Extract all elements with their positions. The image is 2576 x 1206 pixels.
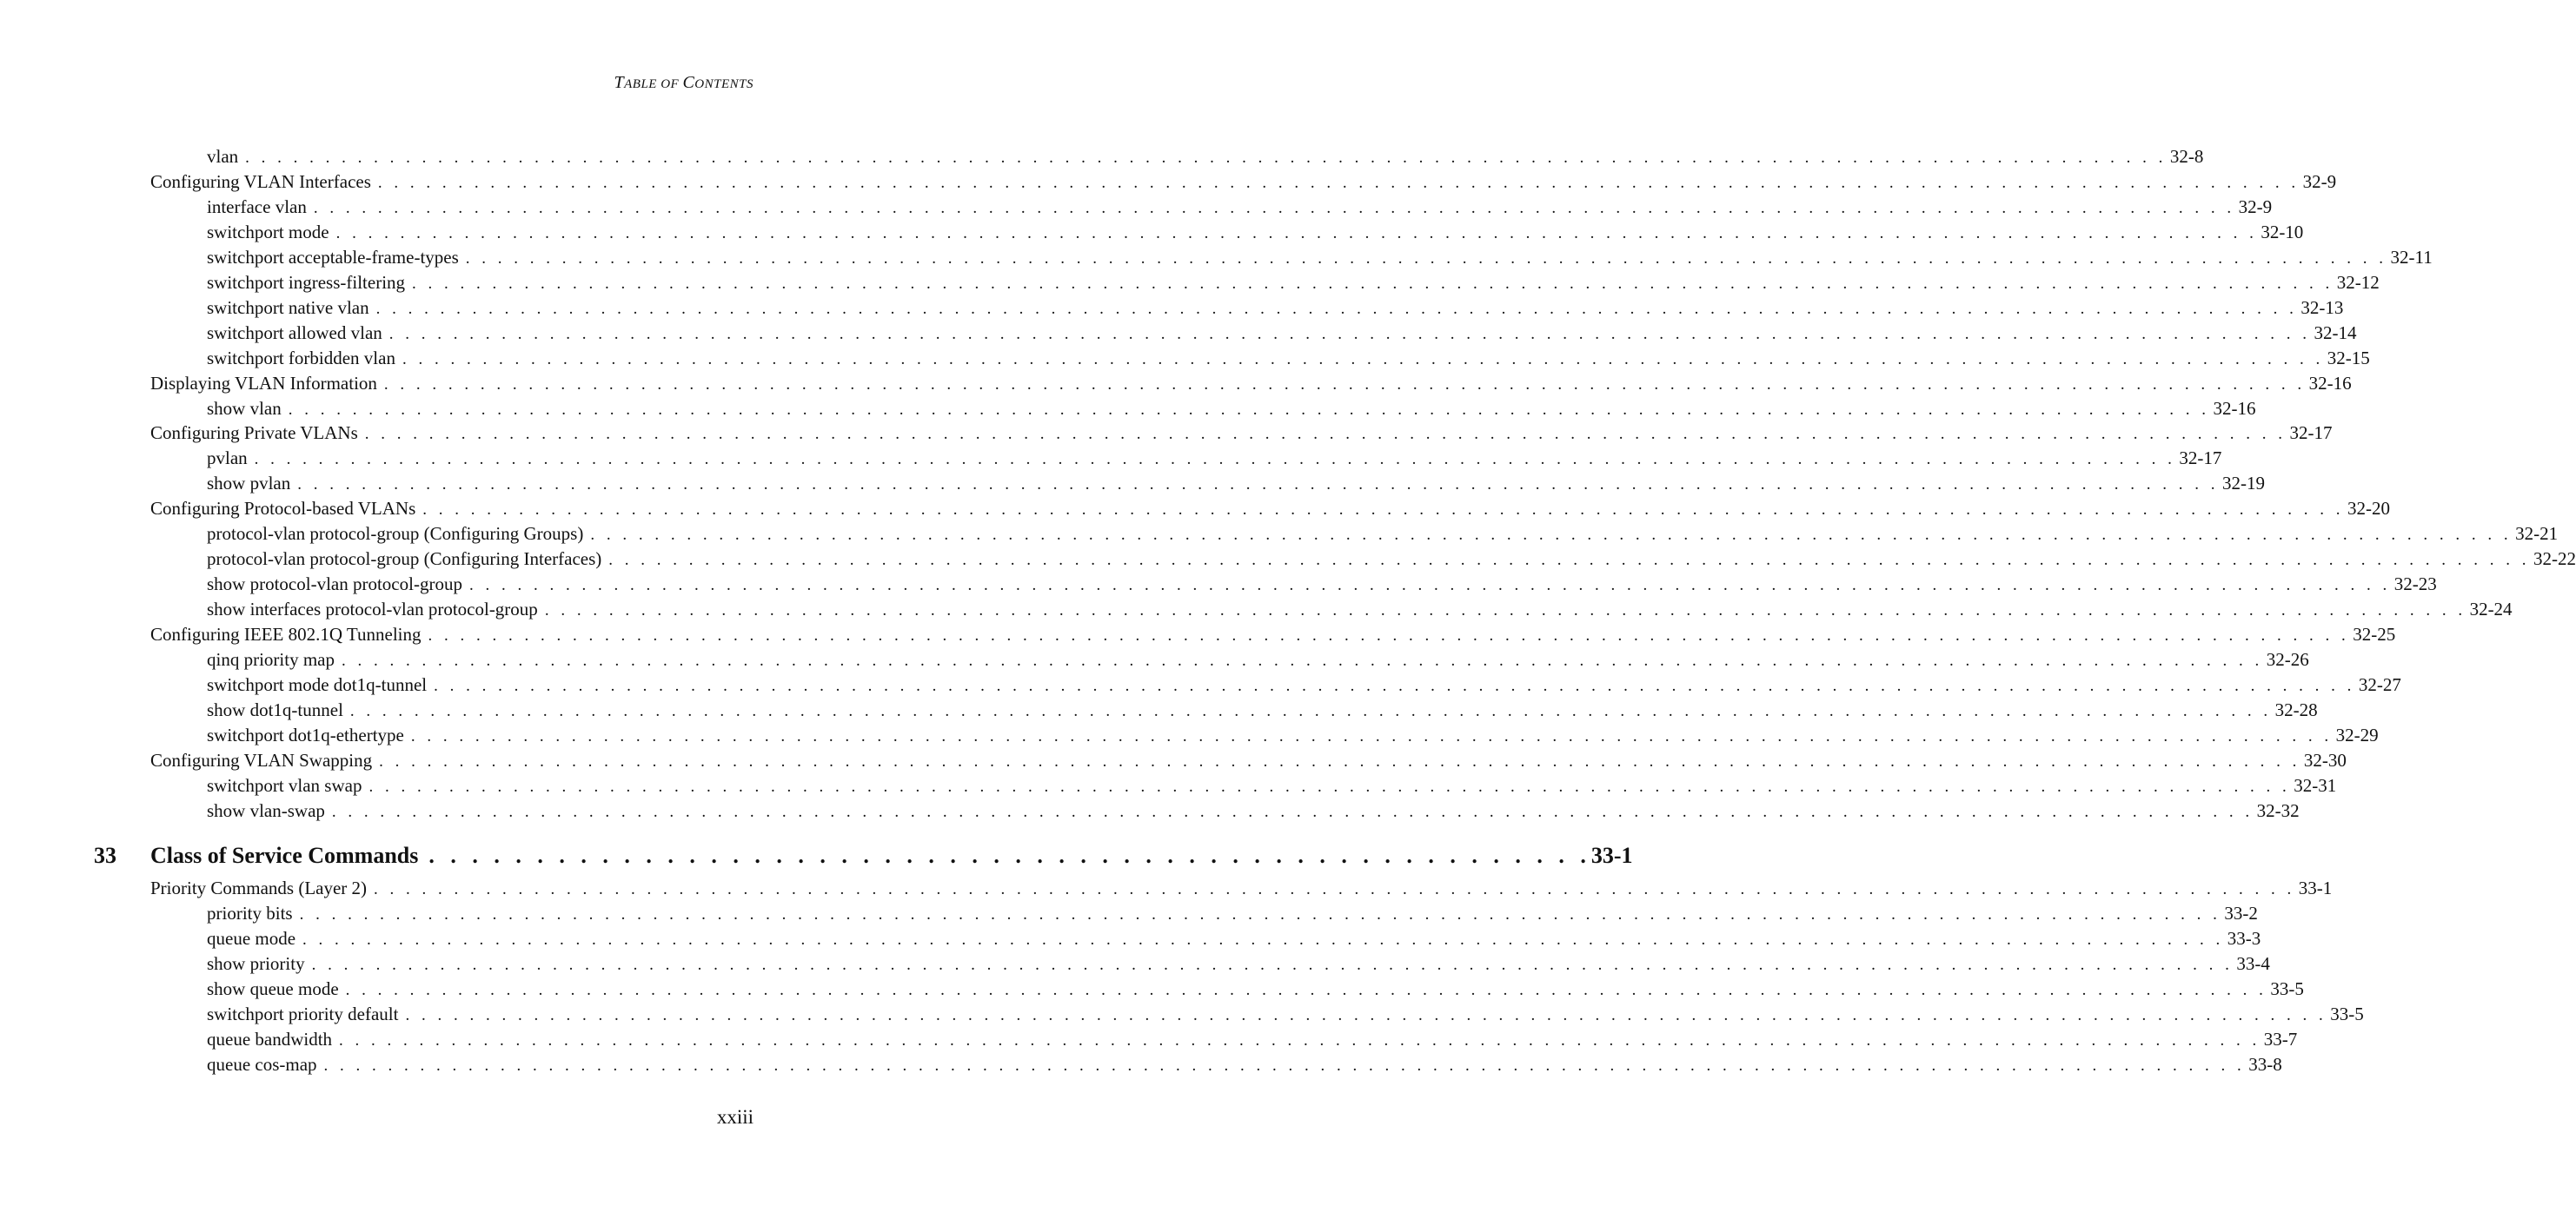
toc-entry-label: Displaying VLAN Information — [150, 371, 384, 396]
toc-entry[interactable] — [207, 346, 2370, 371]
toc-entry-label: queue bandwidth — [207, 1027, 339, 1052]
dot-leader: . . . . . . . . . . . . . . . . . . . . . . . . . . . . . . . . . . . . . . . . . . . . . . . . . . . . . . . . . . . . . . . . . . . . . . . . . . . . . . . . . . . . . . . . . . . . . . . . . . . . . . . . . . . . . . . . . . . . . . . . — [590, 526, 2513, 545]
dot-leader: . . . . . . . . . . . . . . . . . . . . . . . . . . . . . . . . . . . . . . . . . . . . . . . . . . . . . . . . . . . . . . . . . . . . . . . . . . . . . . . . . . . . . . . . . . . . . . . . . . . . . . . . . . . . . . . . . . . . . . . . — [402, 349, 2324, 368]
toc-entry-page: 32-32 — [2256, 799, 2300, 821]
toc-entry-label: priority bits — [207, 901, 300, 926]
toc-entry-label: protocol-vlan protocol-group (Configuring Groups) — [207, 521, 590, 547]
toc-entry[interactable] — [150, 496, 2390, 521]
header-initial-t: T — [614, 73, 625, 92]
toc-entry-page: 32-22 — [2533, 548, 2576, 570]
toc-entry[interactable] — [207, 1027, 2298, 1052]
toc-entry-page: 33-5 — [2270, 977, 2304, 999]
chapter-heading[interactable] — [94, 843, 1633, 872]
dot-leader: . . . . . . . . . . . . . . . . . . . . . . . . . . . . . . . . . . . . . . . . . . . . . . . . . . . . . . . . . . . . . . . . . . . . . . . . . . . . . . . . . . . . . . . . . . . . . . . . . . . . . . . . . . . . . . . . . . . . . . . . — [331, 802, 2254, 821]
chapter-title: Class of Service Commands — [150, 843, 419, 868]
toc-entry-label: Configuring Private VLANs — [150, 421, 365, 446]
toc-entry[interactable] — [207, 547, 2576, 572]
toc-entry-label: switchport native vlan — [207, 295, 376, 321]
toc-entry[interactable] — [207, 572, 2437, 597]
dot-leader: . . . . . . . . . . . . . . . . . . . . . . . . . . . . . . . . . . . . . . . . . . . . . . . . . . . . . . . . . . . . . . . . . . . . . . . . . . . . . . . . . . . . . . . . . . . . . . . . . . . . . . . . . . . . . . . . . . . . . . . . — [405, 1005, 2327, 1024]
toc-entry-label: switchport allowed vlan — [207, 321, 389, 346]
toc-entry-label: switchport mode — [207, 220, 336, 245]
dot-leader: . . . . . . . . . . . . . . . . . . . . . . . . . . . . . . . . . . . . . . . . . . . . . . . . . . . . . . . . . . . . . . . . . . . . . . . . . . . . . . . . . . . . . . . . . . . . . . . . . . . . . . . . . . . . . . . . . . . . . . . . — [410, 726, 2333, 745]
dot-leader: . . . . . . . . . . . . . . . . . . . . . . . . . . . . . . . . . . . . . . . . . . . . . . . . . . . . . . . . . . . . . . . . . . . . . . . . . . . . . . . . . . . . . . . . . . . . . . . . . . . . . . . . . . . . . . . . . . . . . . . . — [383, 374, 2306, 394]
toc-entry-label: show protocol-vlan protocol-group — [207, 572, 469, 597]
toc-entry[interactable] — [150, 421, 2333, 446]
toc-entry-page: 32-27 — [2358, 673, 2401, 695]
toc-entry-label: protocol-vlan protocol-group (Configuring Interfaces) — [207, 547, 608, 572]
toc-entry-page: 33-4 — [2236, 952, 2270, 974]
toc-entry-page: 32-28 — [2274, 699, 2318, 720]
toc-entry[interactable] — [207, 1052, 2282, 1077]
toc-entry-page: 32-17 — [2179, 447, 2222, 469]
toc-entry-label: pvlan — [207, 446, 255, 471]
toc-entry-label: switchport priority default — [207, 1002, 405, 1027]
dot-leader: . . . . . . . . . . . . . . . . . . . . . . . . . . . . . . . . . . . . . . . . . . . . . . . . . . . . . . . . . . . . . . . . . . . . . . . . . . . . . . . . . . . . . . . . . . . . . . . . . . . . . . . . . . . . . . . . . . . . . . . . — [379, 752, 2300, 771]
toc-entry-label: show queue mode — [207, 977, 346, 1002]
dot-leader: . . . . . . . . . . . . . . . . . . . . . . . . . . . . . . . . . . . . . . . . . . . . . . . . . . . . . . . . . . . . . . . . . . . . . . . . . . . . . . . . . . . . . . . . . . . . . . . . . . . . . . . . . . . . . . . . . . . . . . . . — [375, 299, 2298, 318]
toc-entry[interactable] — [207, 471, 2265, 496]
dot-leader: . . . . . . . . . . . . . . . . . . . . . . . . . . . . . . . . . . . . . . . . . . . . . . . . . . . . . . . . . . . . . . . . . . . . . . . . . . . . . . . . . . . . . . . . . . . . . . . . . . . . . . . . . . . . . . . . . . . . . . . . — [254, 450, 2176, 469]
toc-entry-page: 32-26 — [2266, 649, 2309, 670]
dot-leader: . . . . . . . . . . . . . . . . . . . . . . . . . . . . . . . . . . . . . . . . . . . . . . . . . . . . . . . . . . . . . . . . . . . . . . . . . . . . . . . . . . . . . . . . . . . . . . . . . . . . . . . . . . . . . . . . . . . . . . . . — [412, 274, 2334, 293]
toc-entry-page: 32-25 — [2353, 624, 2396, 646]
header-smallcaps-2: ONTENTS — [694, 77, 754, 91]
toc-entry[interactable] — [207, 597, 2513, 622]
dot-leader: . . . . . . . . . . . . . . . . . . . . . . . . . . . . . . . . . . . . . . . . . . . . . . . . . . . . . . — [428, 843, 1591, 868]
dot-leader: . . . . . . . . . . . . . . . . . . . . . . . . . . . . . . . . . . . . . . . . . . . . . . . . . . . . . . . . . . . . . . . . . . . . . . . . . . . . . . . . . . . . . . . . . . . . . . . . . . . . . . . . . . . . . . . . . . . . . . . . — [434, 676, 2355, 695]
toc-entry[interactable] — [207, 396, 2256, 421]
toc-entry[interactable] — [207, 647, 2309, 673]
toc-entry[interactable] — [207, 673, 2401, 698]
toc-entry-page: 32-16 — [2213, 397, 2256, 419]
toc-entry[interactable] — [207, 321, 2357, 346]
toc-entry-page: 32-19 — [2222, 473, 2265, 494]
toc-entry-page: 32-14 — [2314, 321, 2357, 343]
toc-entry-label: show priority — [207, 951, 312, 977]
toc-entry-page: 33-8 — [2248, 1053, 2282, 1075]
toc-entry-label: switchport dot1q-ethertype — [207, 723, 411, 748]
dot-leader: . . . . . . . . . . . . . . . . . . . . . . . . . . . . . . . . . . . . . . . . . . . . . . . . . . . . . . . . . . . . . . . . . . . . . . . . . . . . . . . . . . . . . . . . . . . . . . . . . . . . . . . . . . . . . . . . . . . . . . . . — [428, 626, 2350, 646]
dot-leader: . . . . . . . . . . . . . . . . . . . . . . . . . . . . . . . . . . . . . . . . . . . . . . . . . . . . . . . . . . . . . . . . . . . . . . . . . . . . . . . . . . . . . . . . . . . . . . . . . . . . . . . . . . . . . . . . . . . . . . . . — [368, 777, 2291, 796]
toc-entry[interactable] — [207, 773, 2337, 798]
toc-entry-page: 32-11 — [2390, 246, 2433, 268]
dot-leader: . . . . . . . . . . . . . . . . . . . . . . . . . . . . . . . . . . . . . . . . . . . . . . . . . . . . . . . . . . . . . . . . . . . . . . . . . . . . . . . . . . . . . . . . . . . . . . . . . . . . . . . . . . . . . . . . . . . . . . . . — [311, 955, 2234, 974]
toc-entry[interactable] — [207, 295, 2344, 321]
dot-leader: . . . . . . . . . . . . . . . . . . . . . . . . . . . . . . . . . . . . . . . . . . . . . . . . . . . . . . . . . . . . . . . . . . . . . . . . . . . . . . . . . . . . . . . . . . . . . . . . . . . . . . . . . . . . . . . . . . . . . . . . — [349, 701, 2272, 720]
dot-leader: . . . . . . . . . . . . . . . . . . . . . . . . . . . . . . . . . . . . . . . . . . . . . . . . . . . . . . . . . . . . . . . . . . . . . . . . . . . . . . . . . . . . . . . . . . . . . . . . . . . . . . . . . . . . . . . . . . . . . . . . — [245, 149, 2167, 167]
toc-entry-label: queue cos-map — [207, 1052, 324, 1077]
toc-entry[interactable] — [207, 723, 2379, 748]
toc-entry-label: Configuring VLAN Swapping — [150, 748, 379, 773]
dot-leader: . . . . . . . . . . . . . . . . . . . . . . . . . . . . . . . . . . . . . . . . . . . . . . . . . . . . . . . . . . . . . . . . . . . . . . . . . . . . . . . . . . . . . . . . . . . . . . . . . . . . . . . . . . . . . . . . . . . . . . . . — [465, 248, 2387, 268]
running-header — [614, 73, 754, 93]
toc-entry-label: Configuring IEEE 802.1Q Tunneling — [150, 622, 428, 647]
dot-leader: . . . . . . . . . . . . . . . . . . . . . . . . . . . . . . . . . . . . . . . . . . . . . . . . . . . . . . . . . . . . . . . . . . . . . . . . . . . . . . . . . . . . . . . . . . . . . . . . . . . . . . . . . . . . . . . . . . . . . . . . — [297, 475, 2219, 494]
dot-leader: . . . . . . . . . . . . . . . . . . . . . . . . . . . . . . . . . . . . . . . . . . . . . . . . . . . . . . . . . . . . . . . . . . . . . . . . . . . . . . . . . . . . . . . . . . . . . . . . . . . . . . . . . . . . . . . . . . . . . . . . — [608, 551, 2531, 570]
toc-entry-page: 32-10 — [2261, 221, 2304, 242]
toc-entry-label: Configuring Protocol-based VLANs — [150, 496, 422, 521]
toc-entry-label: queue mode — [207, 926, 302, 951]
dot-leader: . . . . . . . . . . . . . . . . . . . . . . . . . . . . . . . . . . . . . . . . . . . . . . . . . . . . . . . . . . . . . . . . . . . . . . . . . . . . . . . . . . . . . . . . . . . . . . . . . . . . . . . . . . . . . . . . . . . . . . . . — [341, 652, 2263, 670]
chapter-page: 33-1 — [1590, 843, 1633, 868]
toc-entry-label: interface vlan — [207, 195, 314, 220]
toc-entry-label: vlan — [207, 144, 245, 169]
dot-leader: . . . . . . . . . . . . . . . . . . . . . . . . . . . . . . . . . . . . . . . . . . . . . . . . . . . . . . . . . . . . . . . . . . . . . . . . . . . . . . . . . . . . . . . . . . . . . . . . . . . . . . . . . . . . . . . . . . . . . . . . — [345, 980, 2267, 999]
toc-entry-label: switchport ingress-filtering — [207, 270, 412, 295]
toc-entry[interactable] — [207, 195, 2273, 220]
toc-entry-label: switchport acceptable-frame-types — [207, 245, 466, 270]
header-smallcaps-1: ABLE OF — [624, 77, 683, 91]
dot-leader: . . . . . . . . . . . . . . . . . . . . . . . . . . . . . . . . . . . . . . . . . . . . . . . . . . . . . . . . . . . . . . . . . . . . . . . . . . . . . . . . . . . . . . . . . . . . . . . . . . . . . . . . . . . . . . . . . . . . . . . . — [388, 324, 2311, 343]
toc-entry-page: 32-9 — [2238, 195, 2273, 217]
dot-leader: . . . . . . . . . . . . . . . . . . . . . . . . . . . . . . . . . . . . . . . . . . . . . . . . . . . . . . . . . . . . . . . . . . . . . . . . . . . . . . . . . . . . . . . . . . . . . . . . . . . . . . . . . . . . . . . . . . . . . . . . — [323, 1056, 2246, 1075]
dot-leader: . . . . . . . . . . . . . . . . . . . . . . . . . . . . . . . . . . . . . . . . . . . . . . . . . . . . . . . . . . . . . . . . . . . . . . . . . . . . . . . . . . . . . . . . . . . . . . . . . . . . . . . . . . . . . . . . . . . . . . . . — [288, 400, 2210, 419]
toc-entry[interactable] — [150, 371, 2352, 396]
toc-entry[interactable] — [207, 220, 2304, 245]
toc-entry[interactable] — [150, 622, 2396, 647]
toc-entry-label: show pvlan — [207, 471, 297, 496]
toc-entry[interactable] — [207, 698, 2318, 723]
toc-entry[interactable] — [150, 748, 2347, 773]
toc-entry-page: 32-9 — [2302, 170, 2337, 192]
toc-entry[interactable] — [207, 521, 2559, 547]
toc-entry-page: 32-21 — [2515, 523, 2559, 545]
toc-entry-label: show interfaces protocol-vlan protocol-group — [207, 597, 545, 622]
toc-entry-label: show vlan — [207, 396, 289, 421]
toc-entry-page: 32-17 — [2289, 422, 2333, 444]
toc-entry-page: 32-20 — [2347, 498, 2390, 520]
chapter-number: 33 — [94, 843, 116, 868]
toc-entry[interactable] — [207, 926, 2261, 951]
toc-entry[interactable] — [207, 144, 2204, 169]
dot-leader: . . . . . . . . . . . . . . . . . . . . . . . . . . . . . . . . . . . . . . . . . . . . . . . . . . . . . . . . . . . . . . . . . . . . . . . . . . . . . . . . . . . . . . . . . . . . . . . . . . . . . . . . . . . . . . . . . . . . . . . . — [468, 576, 2391, 595]
toc-entry[interactable] — [207, 901, 2258, 926]
toc-entry-page: 32-8 — [2169, 146, 2204, 167]
dot-leader: . . . . . . . . . . . . . . . . . . . . . . . . . . . . . . . . . . . . . . . . . . . . . . . . . . . . . . . . . . . . . . . . . . . . . . . . . . . . . . . . . . . . . . . . . . . . . . . . . . . . . . . . . . . . . . . . . . . . . . . . — [364, 425, 2287, 444]
toc-entry-label: switchport forbidden vlan — [207, 346, 402, 371]
header-initial-c: C — [682, 73, 695, 92]
toc-entry-label: Priority Commands (Layer 2) — [150, 876, 374, 901]
dot-leader: . . . . . . . . . . . . . . . . . . . . . . . . . . . . . . . . . . . . . . . . . . . . . . . . . . . . . . . . . . . . . . . . . . . . . . . . . . . . . . . . . . . . . . . . . . . . . . . . . . . . . . . . . . . . . . . . . . . . . . . . — [339, 1030, 2261, 1050]
dot-leader: . . . . . . . . . . . . . . . . . . . . . . . . . . . . . . . . . . . . . . . . . . . . . . . . . . . . . . . . . . . . . . . . . . . . . . . . . . . . . . . . . . . . . . . . . . . . . . . . . . . . . . . . . . . . . . . . . . . . . . . . — [544, 601, 2466, 620]
toc-entry-page: 32-16 — [2308, 372, 2352, 394]
toc-entry-label: switchport vlan swap — [207, 773, 368, 798]
toc-entry[interactable] — [207, 245, 2433, 270]
dot-leader: . . . . . . . . . . . . . . . . . . . . . . . . . . . . . . . . . . . . . . . . . . . . . . . . . . . . . . . . . . . . . . . . . . . . . . . . . . . . . . . . . . . . . . . . . . . . . . . . . . . . . . . . . . . . . . . . . . . . . . . . — [335, 223, 2258, 242]
toc-entry-page: 32-12 — [2336, 271, 2380, 293]
dot-leader: . . . . . . . . . . . . . . . . . . . . . . . . . . . . . . . . . . . . . . . . . . . . . . . . . . . . . . . . . . . . . . . . . . . . . . . . . . . . . . . . . . . . . . . . . . . . . . . . . . . . . . . . . . . . . . . . . . . . . . . . — [313, 198, 2235, 217]
dot-leader: . . . . . . . . . . . . . . . . . . . . . . . . . . . . . . . . . . . . . . . . . . . . . . . . . . . . . . . . . . . . . . . . . . . . . . . . . . . . . . . . . . . . . . . . . . . . . . . . . . . . . . . . . . . . . . . . . . . . . . . . — [377, 173, 2300, 192]
toc-entry[interactable] — [207, 951, 2270, 977]
toc-entry-label: qinq priority map — [207, 647, 342, 673]
toc-entry-page: 33-7 — [2263, 1028, 2298, 1050]
toc-entry-page: 32-23 — [2393, 573, 2437, 595]
toc-entry-label: Configuring VLAN Interfaces — [150, 169, 378, 195]
page-number: xxiii — [716, 1106, 754, 1128]
toc-entry-page: 33-3 — [2227, 927, 2261, 949]
toc-entry-page: 33-2 — [2224, 902, 2258, 924]
toc-entry-label: show dot1q-tunnel — [207, 698, 350, 723]
toc-entry[interactable] — [150, 169, 2337, 195]
toc-entry-page: 32-15 — [2327, 347, 2370, 368]
toc-entry-label: switchport mode dot1q-tunnel — [207, 673, 434, 698]
toc-entry[interactable] — [150, 876, 2333, 901]
toc-entry[interactable] — [207, 446, 2222, 471]
dot-leader: . . . . . . . . . . . . . . . . . . . . . . . . . . . . . . . . . . . . . . . . . . . . . . . . . . . . . . . . . . . . . . . . . . . . . . . . . . . . . . . . . . . . . . . . . . . . . . . . . . . . . . . . . . . . . . . . . . . . . . . . — [374, 880, 2295, 898]
dot-leader: . . . . . . . . . . . . . . . . . . . . . . . . . . . . . . . . . . . . . . . . . . . . . . . . . . . . . . . . . . . . . . . . . . . . . . . . . . . . . . . . . . . . . . . . . . . . . . . . . . . . . . . . . . . . . . . . . . . . . . . . — [422, 500, 2344, 520]
dot-leader: . . . . . . . . . . . . . . . . . . . . . . . . . . . . . . . . . . . . . . . . . . . . . . . . . . . . . . . . . . . . . . . . . . . . . . . . . . . . . . . . . . . . . . . . . . . . . . . . . . . . . . . . . . . . . . . . . . . . . . . . — [299, 904, 2221, 924]
toc-entry[interactable] — [207, 798, 2300, 824]
toc-entry-page: 33-5 — [2330, 1003, 2364, 1024]
toc-entry[interactable] — [207, 1002, 2364, 1027]
toc-entry-page: 32-30 — [2303, 749, 2347, 771]
toc-entry-page: 32-13 — [2300, 296, 2344, 318]
toc-entry-page: 32-29 — [2335, 724, 2379, 745]
toc-entry-label: show vlan-swap — [207, 798, 332, 824]
toc-entry[interactable] — [207, 977, 2304, 1002]
toc-entry-page: 32-24 — [2469, 599, 2513, 620]
toc-entry-page: 33-1 — [2298, 878, 2333, 898]
dot-leader: . . . . . . . . . . . . . . . . . . . . . . . . . . . . . . . . . . . . . . . . . . . . . . . . . . . . . . . . . . . . . . . . . . . . . . . . . . . . . . . . . . . . . . . . . . . . . . . . . . . . . . . . . . . . . . . . . . . . . . . . — [302, 930, 2224, 949]
toc-entry-page: 32-31 — [2294, 774, 2337, 796]
toc-entry[interactable] — [207, 270, 2380, 295]
